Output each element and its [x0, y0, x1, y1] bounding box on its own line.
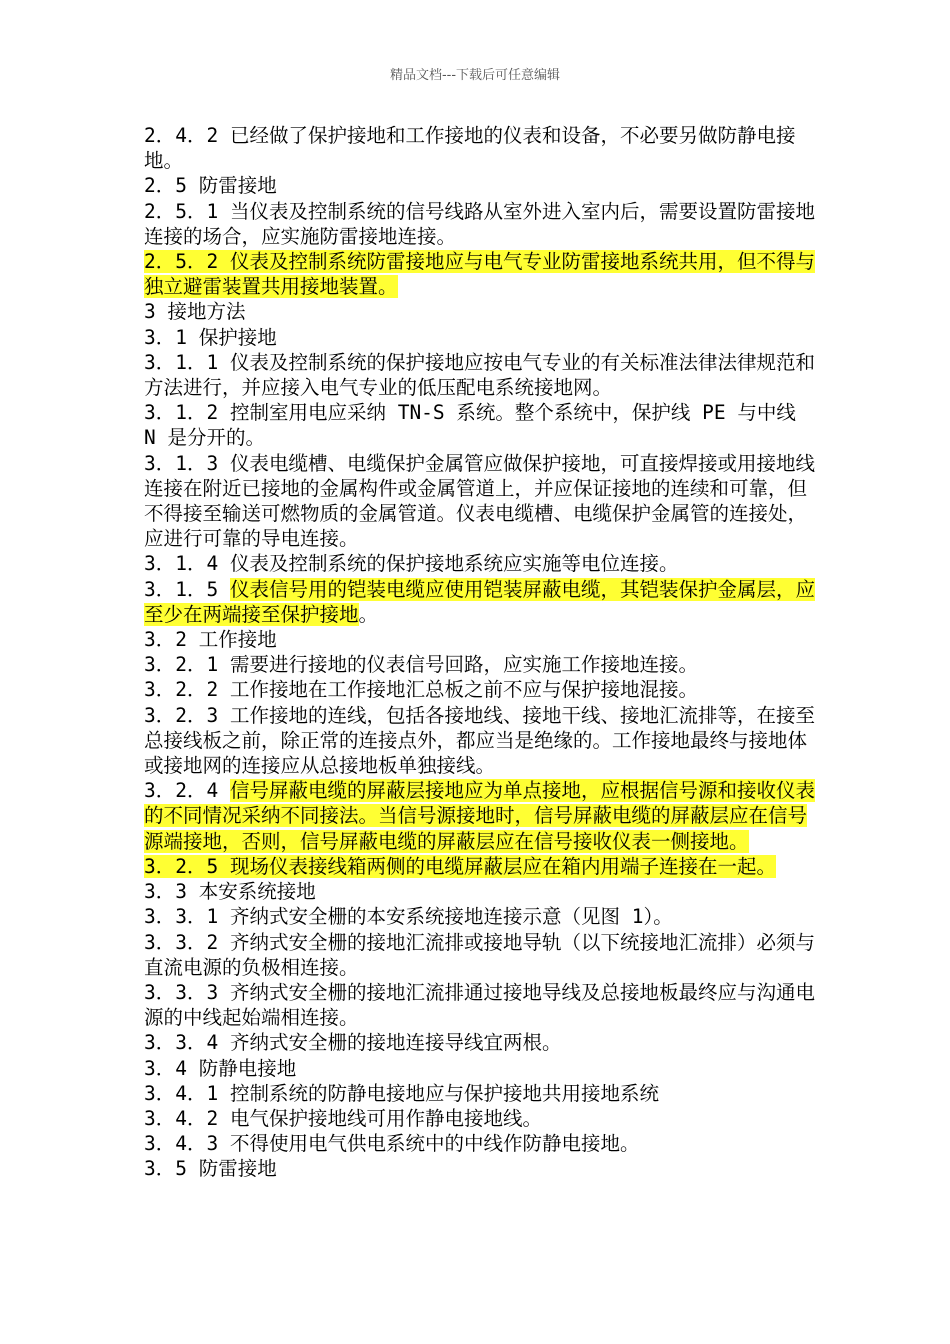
paragraph [144, 677, 816, 702]
paragraph [144, 980, 816, 1030]
paragraph-text: 3．4．2 电气保护接地线可用作静电接地线。 [144, 1106, 542, 1130]
paragraph [144, 1131, 816, 1156]
page-header: 精品文档---下载后可任意编辑 [389, 68, 561, 83]
paragraph-text: 3．3．1 齐纳式安全栅的本安系统接地连接示意（见图 1）。 [144, 905, 673, 929]
paragraph-text: 3．1．3 仪表电缆槽、电缆保护金属管应做保护接地，可直接焊接或用接地线连接在附近已接地的金属构件或金属管道上，并应保证接地的连续和可靠，但不得接至输送可燃物质的金属管道。仪表电缆槽、电缆保护金属管的连接处，应进行可靠的导电连接。 [144, 451, 815, 551]
paragraph-text: 3．3．4 齐纳式安全栅的接地连接导线宜两根。 [144, 1031, 562, 1055]
paragraph [144, 1056, 816, 1081]
highlighted-text: 3．2．5 现场仪表接线箱两侧的电缆屏蔽层应在箱内用端子连接在一起。 [144, 854, 776, 878]
paragraph [144, 350, 816, 400]
paragraph [144, 400, 816, 450]
paragraph [144, 1106, 816, 1131]
paragraph [144, 703, 816, 779]
paragraph-text: 3．1 保护接地 [144, 325, 277, 349]
highlighted-text: 2．5．2 仪表及控制系统防雷接地应与电气专业防雷接地系统共用，但不得与独立避雷装置共用接地装置。 [144, 250, 815, 299]
paragraph [144, 1156, 816, 1181]
paragraph-text: 3．1．5 [144, 577, 230, 601]
highlighted-text: 信号屏蔽电缆的屏蔽层接地应为单点接地，应根据信号源和接收仪表的不同情况采纳不同接法。当信号源接地时，信号屏蔽电缆的屏蔽层应在信号源端接地，否则，信号屏蔽电缆的屏蔽层应在信号接收仪表一侧接地。 [144, 779, 815, 853]
paragraph [144, 1030, 816, 1055]
paragraph-text: 3．2．4 [144, 779, 230, 803]
paragraph-text: 3．1．4 仪表及控制系统的保护接地系统应实施等电位连接。 [144, 552, 679, 576]
paragraph [144, 1081, 816, 1106]
paragraph [144, 627, 816, 652]
paragraph-text: 2．4．2 已经做了保护接地和工作接地的仪表和设备，不必要另做防静电接地。 [144, 124, 796, 173]
paragraph-text: 3．2．3 工作接地的连线，包括各接地线、接地干线、接地汇流排等，在接至总接线板之前，除正常的连接点外，都应当是绝缘的。工作接地最终与接地体或接地网的连接应从总接地板单独接线。 [144, 703, 815, 778]
paragraph-text: 3．3．2 齐纳式安全栅的接地汇流排或接地导轨（以下统接地汇流排）必须与直流电源的负极相连接。 [144, 930, 815, 979]
paragraph-text: 3．5 防雷接地 [144, 1157, 277, 1181]
paragraph-text: 3．1．1 仪表及控制系统的保护接地应按电气专业的有关标准法律法律规范和方法进行，并应接入电气专业的低压配电系统接地网。 [144, 350, 815, 400]
paragraph-text: 3．4．1 控制系统的防静电接地应与保护接地共用接地系统 [144, 1081, 659, 1105]
paragraph [144, 325, 816, 350]
paragraph-text: 2．5．1 当仪表及控制系统的信号线路从室外进入室内后，需要设置防雷接地连接的场合，应实施防雷接地连接。 [144, 199, 815, 248]
paragraph [144, 123, 816, 173]
paragraph-text: 3．2 工作接地 [144, 628, 277, 652]
paragraph [144, 930, 816, 980]
paragraph [144, 173, 816, 198]
paragraph-text: 3．4 防静电接地 [144, 1056, 297, 1080]
paragraph [144, 778, 816, 854]
paragraph [144, 879, 816, 904]
paragraph [144, 904, 816, 929]
paragraph-text: 3．3．3 齐纳式安全栅的接地汇流排通过接地导线及总接地板最终应与沟通电源的中线起始端相连接。 [144, 980, 815, 1030]
paragraph [144, 249, 816, 299]
paragraph-text: 2．5 防雷接地 [144, 174, 277, 198]
paragraph [144, 299, 816, 324]
highlighted-text: 仪表信号用的铠装电缆应使用铠装屏蔽电缆，其铠装保护金属层，应至少在两端接至保护接地 [144, 577, 815, 626]
paragraph-text: 3．2．1 需要进行接地的仪表信号回路，应实施工作接地连接。 [144, 653, 698, 677]
paragraph [144, 551, 816, 576]
paragraph-text: 。 [358, 602, 379, 626]
paragraph [144, 854, 816, 879]
paragraph [144, 199, 816, 249]
paragraph-text: 3．1．2 控制室用电应采纳 TN-S 系统。整个系统中，保护线 PE 与中线 N 是分开的。 [144, 401, 796, 450]
document-body [144, 123, 816, 1182]
paragraph [144, 652, 816, 677]
paragraph [144, 451, 816, 552]
paragraph [144, 577, 816, 627]
paragraph-text: 3．4．3 不得使用电气供电系统中的中线作防静电接地。 [144, 1132, 640, 1156]
paragraph-text: 3 接地方法 [144, 300, 246, 324]
paragraph-text: 3．3 本安系统接地 [144, 880, 316, 904]
paragraph-text: 3．2．2 工作接地在工作接地汇总板之前不应与保护接地混接。 [144, 678, 698, 702]
